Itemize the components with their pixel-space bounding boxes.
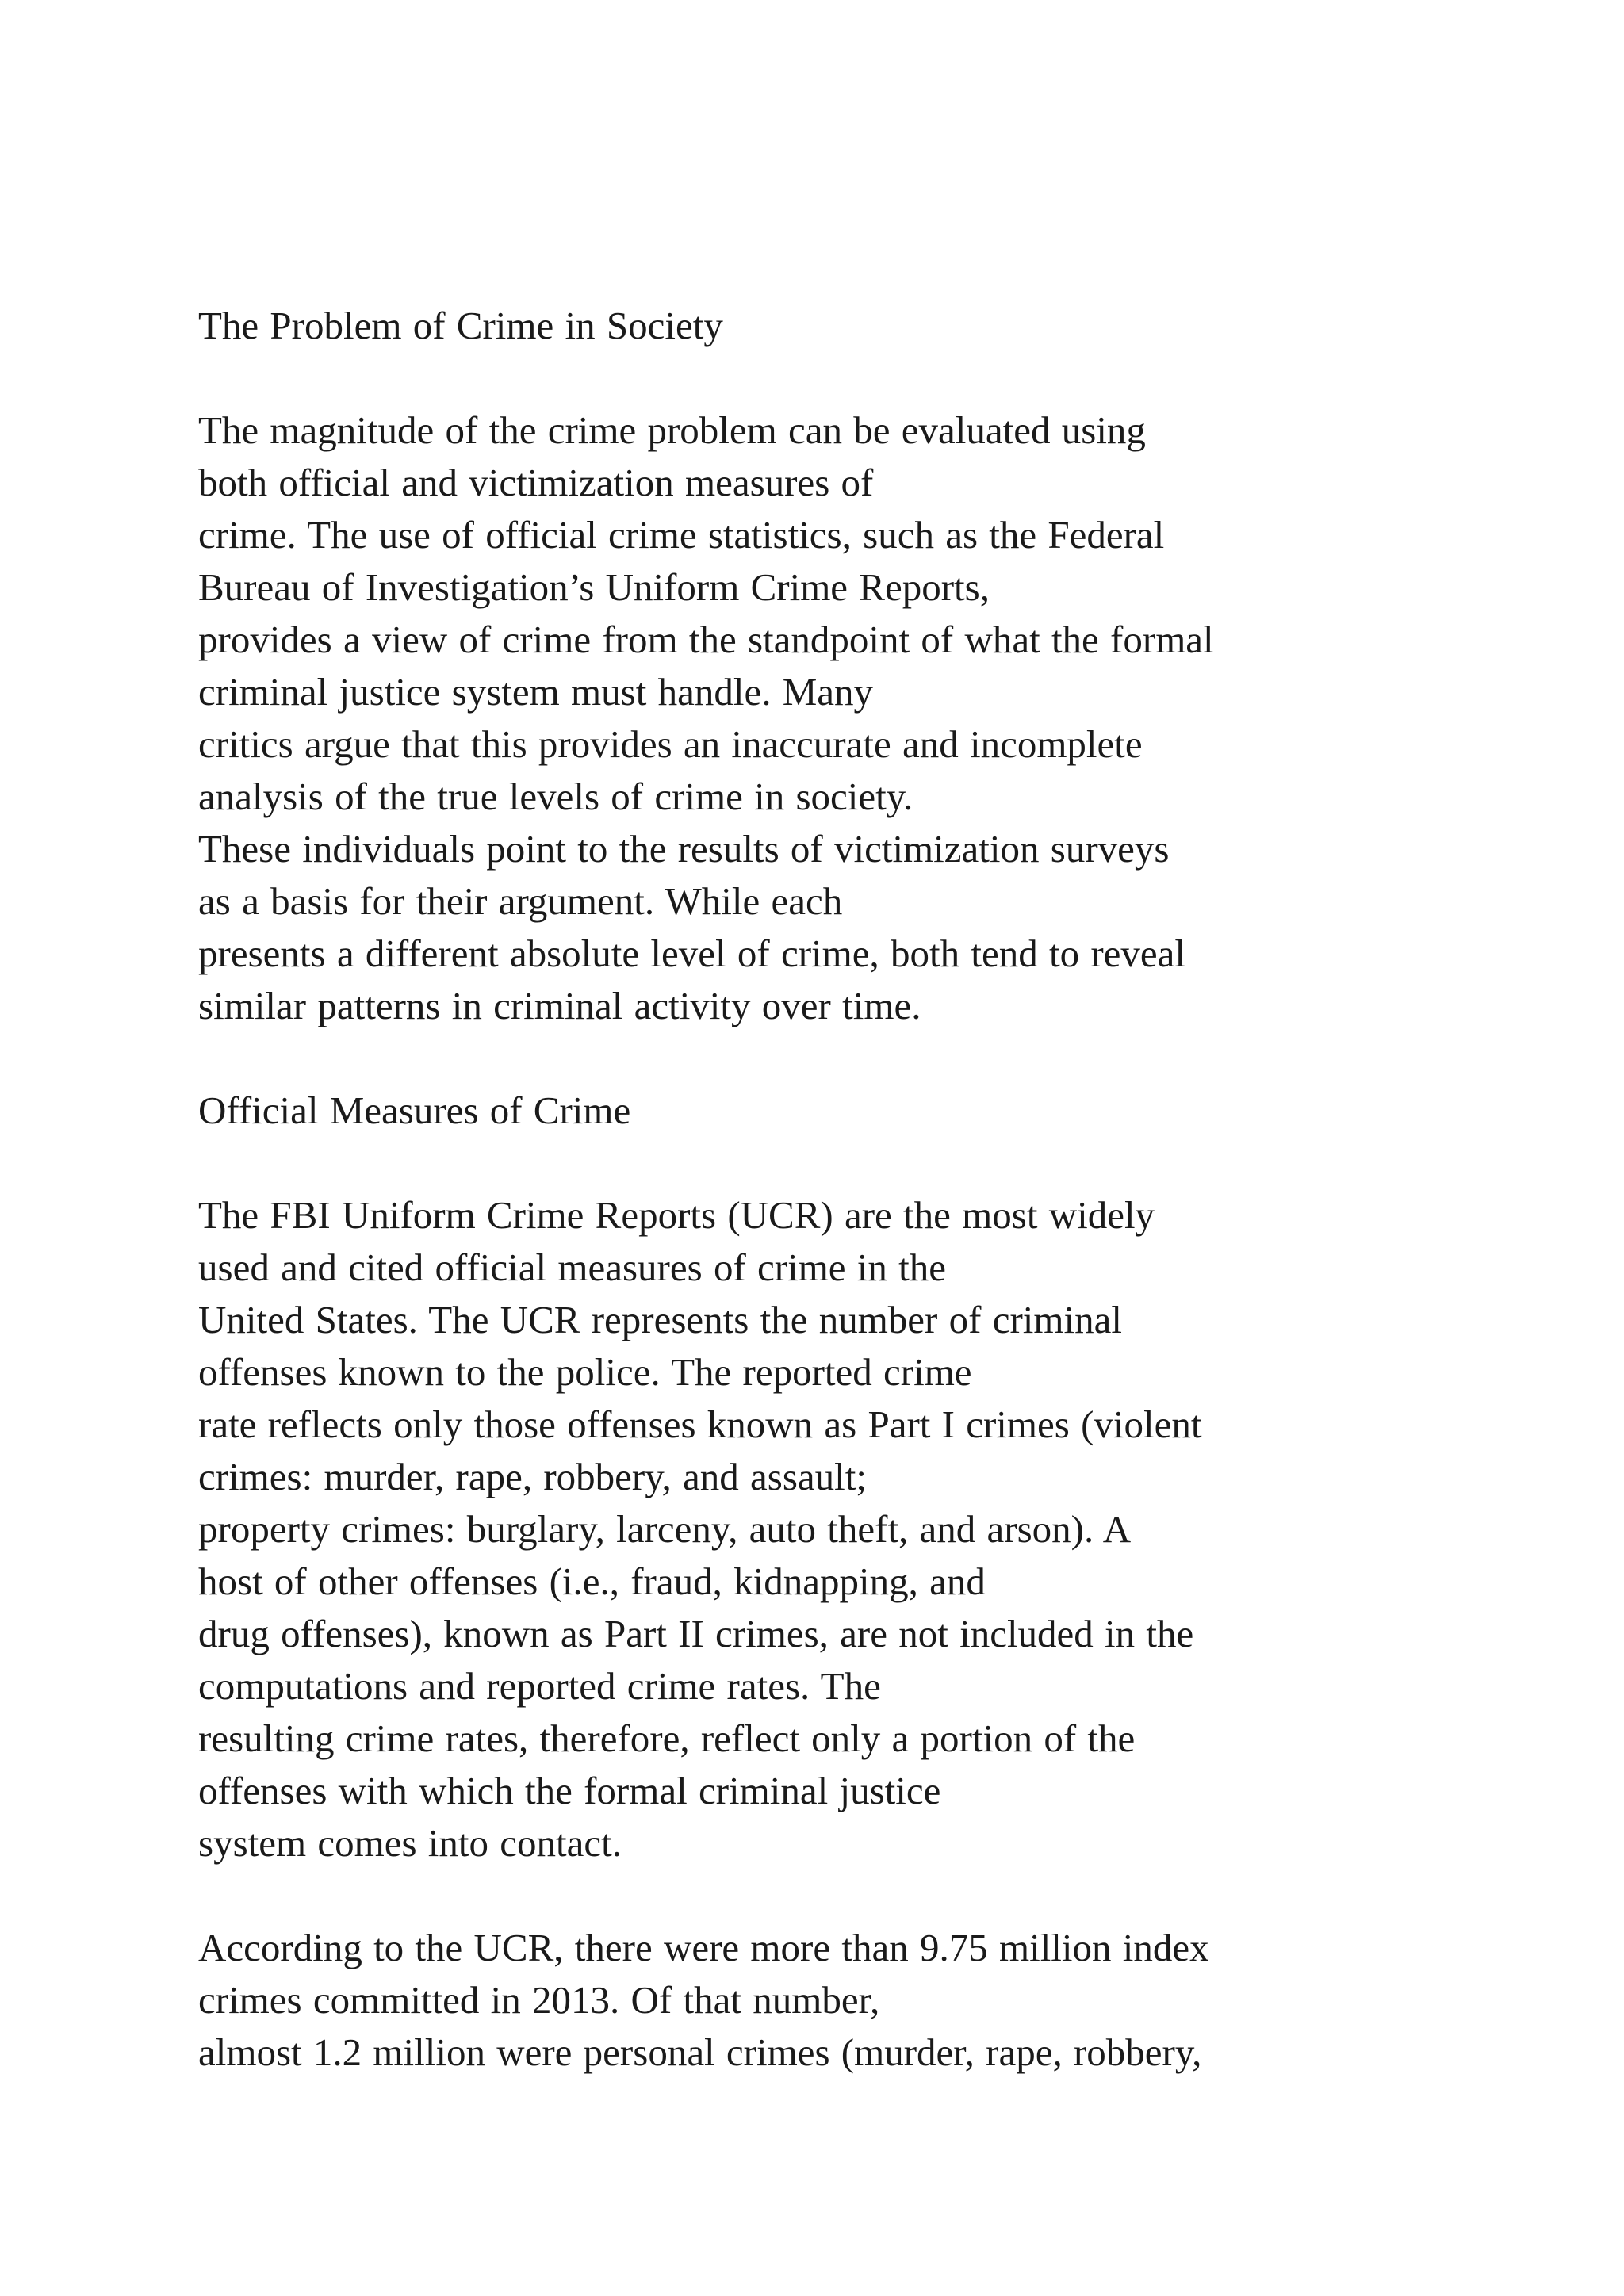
text-line: host of other offenses (i.e., fraud, kidnapping, and <box>198 1559 986 1603</box>
text-line: crime. The use of official crime statistics, such as the Federal <box>198 513 1165 557</box>
text-line: The magnitude of the crime problem can be evaluated using <box>198 408 1146 452</box>
text-line: computations and reported crime rates. The <box>198 1664 881 1708</box>
text-line: United States. The UCR represents the number of criminal <box>198 1298 1122 1341</box>
text-line: as a basis for their argument. While each <box>198 879 843 923</box>
paragraph-gap <box>198 1869 1546 1922</box>
text-line: almost 1.2 million were personal crimes (murder, rape, robbery, <box>198 2030 1202 2074</box>
text-line: crimes: murder, rape, robbery, and assault; <box>198 1455 867 1498</box>
text-line: According to the UCR, there were more than 9.75 million index <box>198 1926 1209 1969</box>
text-line: provides a view of crime from the standpoint of what the formal <box>198 618 1214 661</box>
paragraph-gap <box>198 352 1546 404</box>
text-line: offenses with which the formal criminal justice <box>198 1769 941 1812</box>
text-line: offenses known to the police. The reported crime <box>198 1350 972 1394</box>
section-heading: Official Measures of Crime <box>198 1089 631 1132</box>
text-line: similar patterns in criminal activity over time. <box>198 984 921 1027</box>
paragraph <box>198 1922 1546 2079</box>
text-line: analysis of the true levels of crime in society. <box>198 775 914 818</box>
paragraph <box>198 1189 1546 1869</box>
text-line: system comes into contact. <box>198 1821 622 1865</box>
text-line: critics argue that this provides an inaccurate and incomplete <box>198 722 1143 766</box>
text-line: drug offenses), known as Part II crimes, are not included in the <box>198 1612 1194 1655</box>
text-line: crimes committed in 2013. Of that number, <box>198 1978 880 2022</box>
paragraph-gap <box>198 1137 1546 1189</box>
text-line: Bureau of Investigation’s Uniform Crime Reports, <box>198 565 990 609</box>
text-line: presents a different absolute level of crime, both tend to reveal <box>198 932 1185 975</box>
text-line: both official and victimization measures of <box>198 461 874 504</box>
text-line: used and cited official measures of crime in the <box>198 1246 947 1289</box>
paragraph-gap <box>198 1032 1546 1085</box>
document-body <box>198 300 1546 2079</box>
text-line: resulting crime rates, therefore, reflect only a portion of the <box>198 1716 1136 1760</box>
text-line: rate reflects only those offenses known as Part I crimes (violent <box>198 1402 1202 1446</box>
text-line: These individuals point to the results of victimization surveys <box>198 827 1170 871</box>
text-line: The FBI Uniform Crime Reports (UCR) are the most widely <box>198 1193 1155 1237</box>
text-line: criminal justice system must handle. Many <box>198 670 874 714</box>
paragraph <box>198 404 1546 1032</box>
text-line: property crimes: burglary, larceny, auto theft, and arson). A <box>198 1507 1132 1551</box>
section-heading: The Problem of Crime in Society <box>198 304 723 347</box>
